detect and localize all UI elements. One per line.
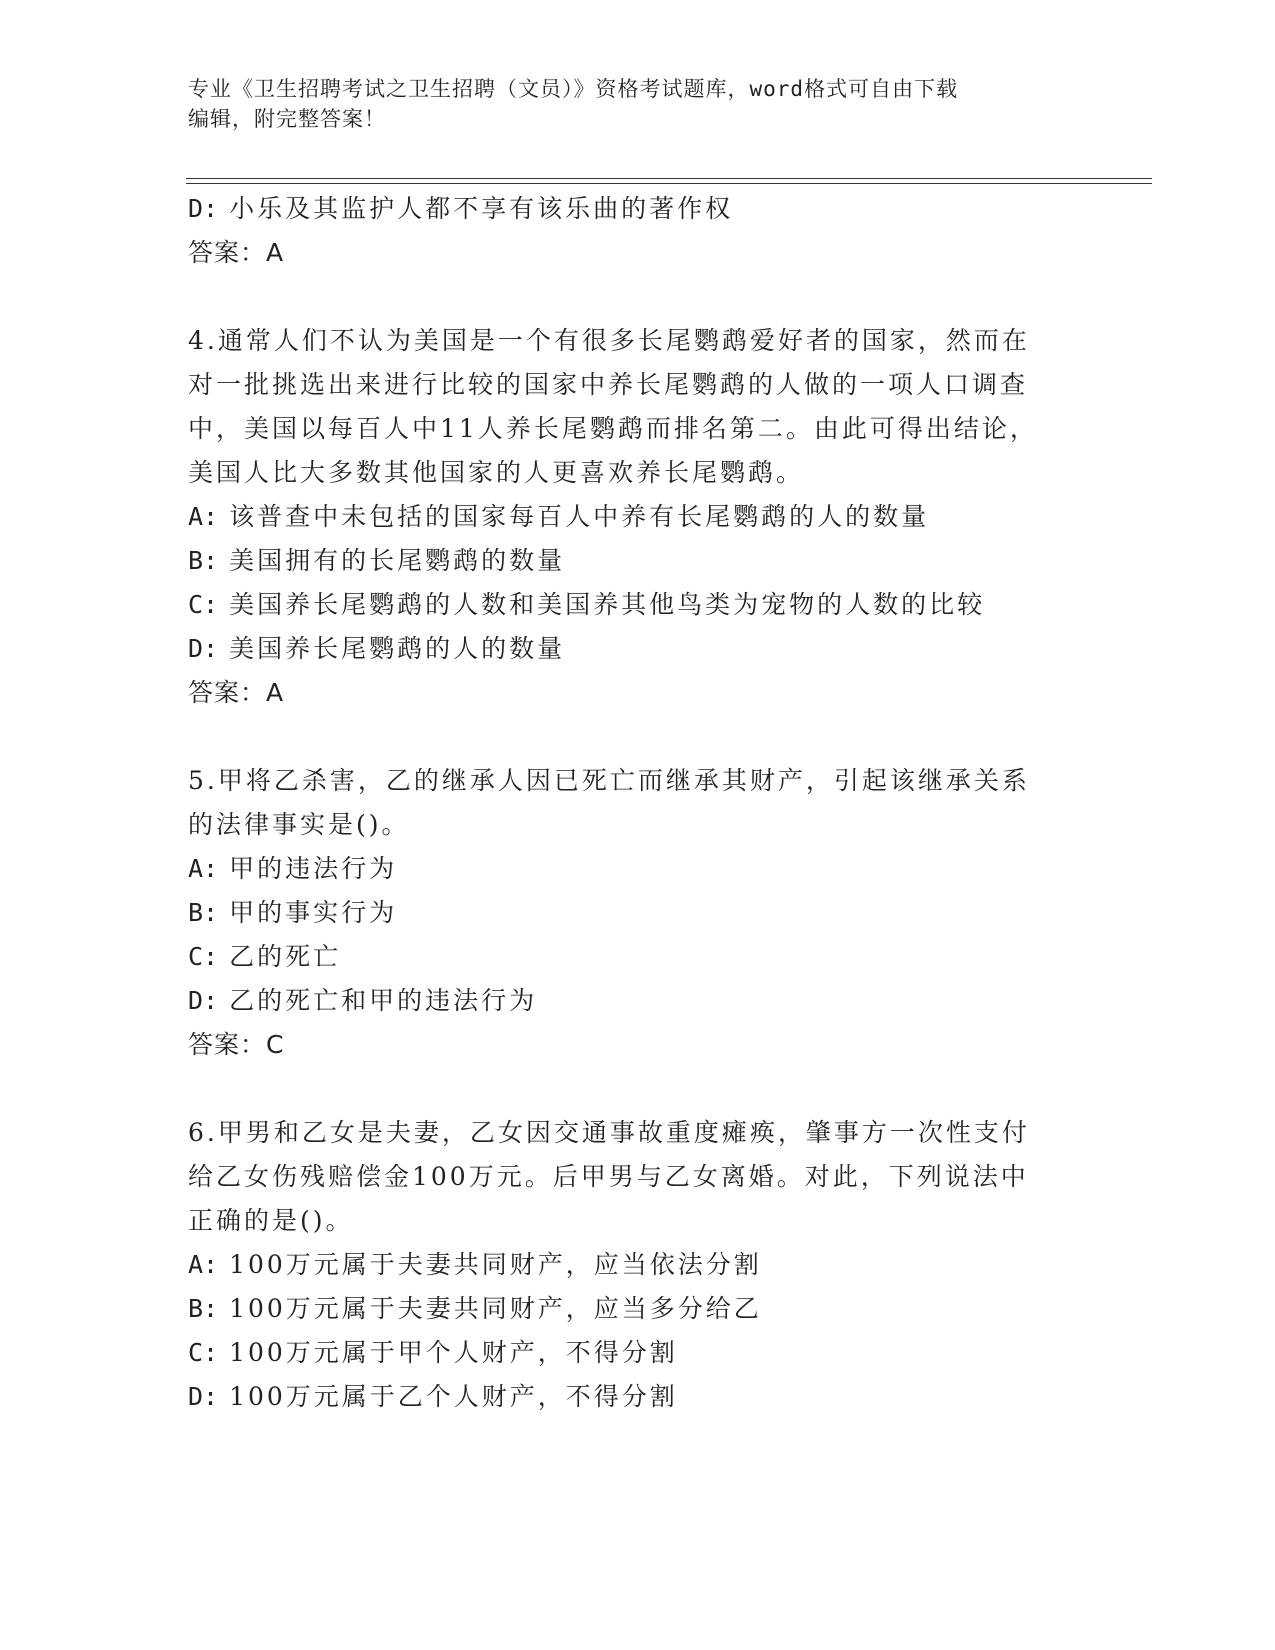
option-prefix: C: [188, 942, 219, 971]
option-prefix: C: [188, 1338, 219, 1367]
option-text: 美国养长尾鹦鹉的人数和美国养其他鸟类为宠物的人数的比较 [229, 590, 986, 619]
option-text: 甲的违法行为 [229, 854, 398, 883]
q4-option-d [188, 632, 565, 666]
q6-stem-line-3: 正确的是()。 [188, 1206, 354, 1235]
q3-answer: 答案：A [188, 238, 285, 267]
header-line-1: 专业《卫生招聘考试之卫生招聘（文员）》资格考试题库，word格式可自由下载 [188, 77, 959, 101]
q6-stem-line-2: 给乙女伤残赔偿金100万元。后甲男与乙女离婚。对此，下列说法中 [188, 1162, 1029, 1191]
option-text: 100万元属于乙个人财产，不得分割 [229, 1382, 678, 1411]
q4-answer: 答案：A [188, 678, 285, 707]
document-header [188, 74, 1068, 134]
option-text: 100万元属于夫妻共同财产，应当依法分割 [229, 1250, 762, 1279]
q4-stem-line-4: 美国人比大多数其他国家的人更喜欢养长尾鹦鹉。 [188, 458, 805, 487]
option-text: 100万元属于夫妻共同财产，应当多分给乙 [229, 1294, 762, 1323]
header-rule-top [186, 178, 1152, 179]
q6-option-b [188, 1292, 762, 1326]
option-prefix: B: [188, 1294, 219, 1323]
q4-stem-line-3: 中，美国以每百人中11人养长尾鹦鹉而排名第二。由此可得出结论， [188, 414, 1038, 443]
q5-option-d [188, 984, 537, 1018]
q4-stem-line-1: 4.通常人们不认为美国是一个有很多长尾鹦鹉爱好者的国家，然而在 [188, 326, 1030, 355]
option-text: 甲的事实行为 [229, 898, 398, 927]
option-text: 小乐及其监护人都不享有该乐曲的著作权 [229, 194, 734, 223]
q4-option-c [188, 588, 985, 622]
q5-option-a [188, 852, 397, 886]
q3-option-d [188, 192, 733, 226]
q5-stem-line-2: 的法律事实是()。 [188, 810, 410, 839]
option-text: 美国拥有的长尾鹦鹉的数量 [229, 546, 566, 575]
option-text: 乙的死亡和甲的违法行为 [229, 986, 538, 1015]
option-prefix: C: [188, 590, 219, 619]
option-prefix: A: [188, 502, 219, 531]
q6-option-d [188, 1380, 678, 1414]
option-prefix: D: [188, 194, 219, 223]
q5-stem-line-1: 5.甲将乙杀害，乙的继承人因已死亡而继承其财产，引起该继承关系 [188, 766, 1030, 795]
q6-option-c [188, 1336, 678, 1370]
option-prefix: A: [188, 854, 219, 883]
q5-answer: 答案：C [188, 1030, 285, 1059]
q5-option-c [188, 940, 341, 974]
header-rule-bottom [186, 183, 1152, 184]
q4-option-b [188, 544, 565, 578]
option-prefix: D: [188, 1382, 219, 1411]
option-prefix: A: [188, 1250, 219, 1279]
option-text: 100万元属于甲个人财产，不得分割 [229, 1338, 678, 1367]
option-prefix: D: [188, 634, 219, 663]
q6-stem-line-1: 6.甲男和乙女是夫妻，乙女因交通事故重度瘫痪，肇事方一次性支付 [188, 1118, 1030, 1147]
q6-option-a [188, 1248, 762, 1282]
option-text: 该普查中未包括的国家每百人中养有长尾鹦鹉的人的数量 [229, 502, 930, 531]
q4-stem-line-2: 对一批挑选出来进行比较的国家中养长尾鹦鹉的人做的一项人口调查 [188, 370, 1029, 399]
header-line-2: 编辑，附完整答案！ [188, 107, 386, 131]
q4-option-a [188, 500, 929, 534]
option-text: 美国养长尾鹦鹉的人的数量 [229, 634, 566, 663]
option-prefix: D: [188, 986, 219, 1015]
option-prefix: B: [188, 546, 219, 575]
option-prefix: B: [188, 898, 219, 927]
option-text: 乙的死亡 [229, 942, 342, 971]
q5-option-b [188, 896, 397, 930]
